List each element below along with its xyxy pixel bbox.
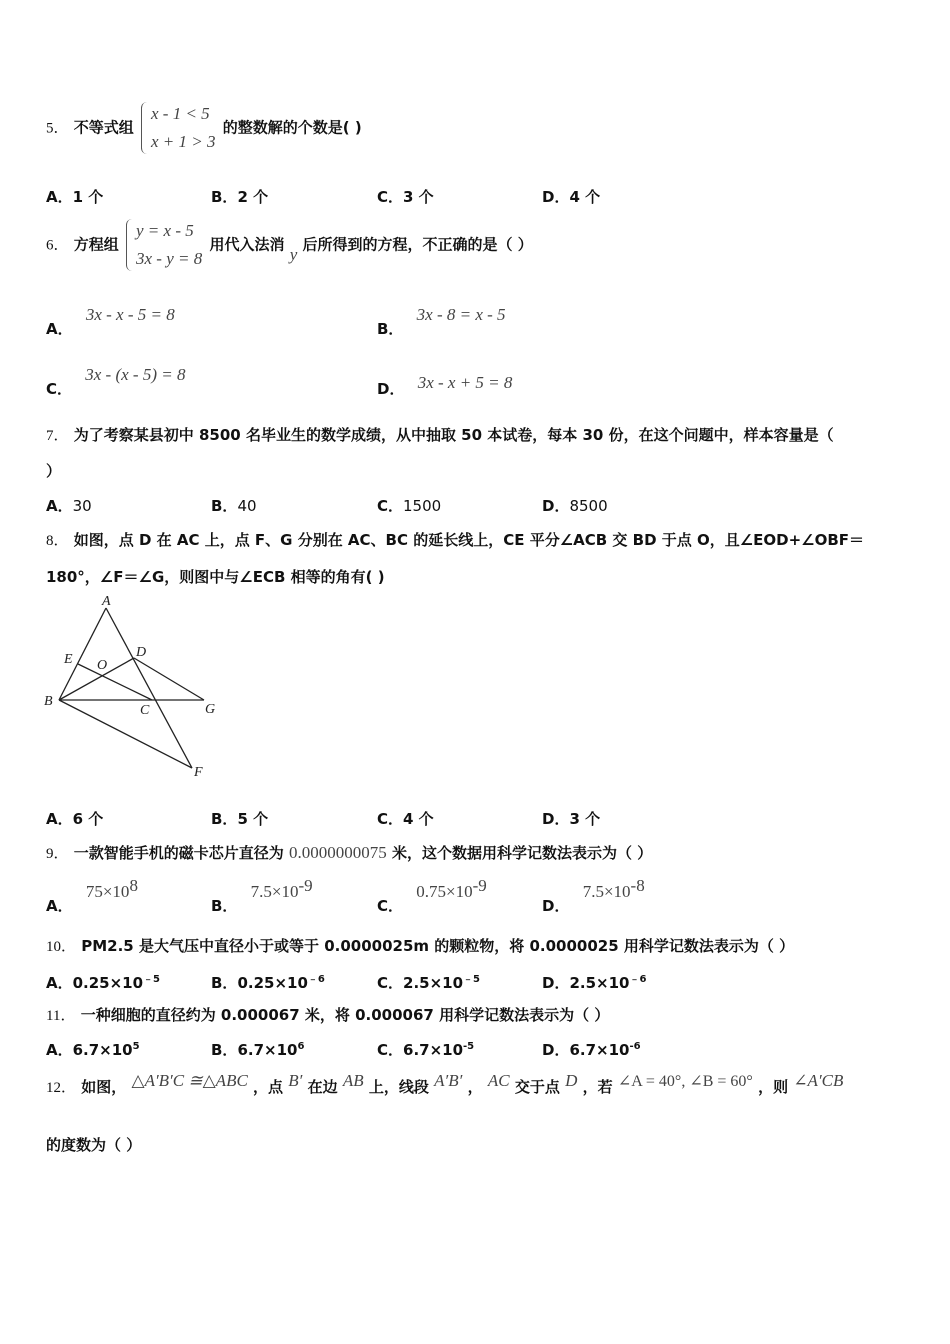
q9-value: 0.0000000075	[289, 843, 387, 862]
q6-equation-system	[126, 217, 202, 273]
q6-option-a[interactable]: A． 3x - x - 5 = 8	[46, 305, 175, 338]
q5-option-a[interactable]: A．1 个	[46, 188, 104, 206]
q12-angles: ∠A = 40°, ∠B = 60°	[617, 1073, 753, 1090]
label-b: B	[44, 694, 53, 709]
q10-text: PM2.5 是大气压中直径小于或等于 0.0000025m 的颗粒物，将 0.0000025 用科学记数法表示为（ ）	[81, 937, 795, 955]
label-a: A	[102, 594, 111, 609]
q8-option-c[interactable]: C．4 个	[377, 810, 434, 828]
q7-option-a[interactable]: A．30	[46, 497, 92, 515]
q12-number: 12．	[46, 1080, 77, 1096]
q6-eq1: y = x - 5	[136, 221, 194, 240]
q7-number: 7．	[46, 428, 69, 444]
segment-af	[106, 608, 192, 768]
q6-option-c[interactable]: C． 3x - (x - 5) = 8	[46, 365, 186, 398]
q9-option-d[interactable]: D． $7.5\times 10^{-8}$	[542, 876, 645, 915]
q11-number: 11．	[46, 1008, 76, 1024]
q9-prefix: 一款智能手机的磁卡芯片直径为	[73, 844, 284, 862]
q11-option-d[interactable]: D．$6.7\times 10^{-6}$	[542, 1041, 641, 1059]
question-5	[46, 100, 362, 156]
label-o: O	[97, 658, 108, 673]
q9-option-b[interactable]: B． $7.5\times 10^{-9}$	[211, 876, 313, 915]
question-9	[46, 842, 652, 863]
q6-suffix: 后所得到的方程，不正确的是（ ）	[302, 235, 533, 254]
q10-option-c[interactable]: C．$2.5\times 10^{﹣5}$	[377, 974, 480, 992]
q11-option-c[interactable]: C．$6.7\times 10^{-5}$	[377, 1041, 475, 1059]
q8-geometry-figure	[42, 590, 232, 785]
q6-option-b[interactable]: B． 3x - 8 = x - 5	[377, 305, 506, 338]
q7-text: 为了考察某县初中 8500 名毕业生的数学成绩，从中抽取 50 本试卷，每本 30 份，在这个问题中，样本容量是（	[73, 426, 834, 444]
question-7	[46, 424, 834, 445]
q8-text: 如图，点 D 在 AC 上，点 F、G 分别在 AC、BC 的延长线上，CE 平分∠ACB 交 BD 于点 O，且∠EOD+∠OBF＝	[73, 531, 865, 549]
q10-number: 10．	[46, 939, 77, 955]
label-f: F	[194, 765, 203, 780]
q9-suffix: 米，这个数据用科学记数法表示为（ ）	[391, 844, 653, 862]
question-10	[46, 935, 794, 956]
label-g: G	[205, 702, 216, 717]
q9-option-c[interactable]: C． $0.75\times 10^{-9}$	[377, 876, 487, 915]
q7-option-d[interactable]: D．8500	[542, 497, 608, 515]
q6-y: y	[289, 244, 298, 264]
q8-option-d[interactable]: D．3 个	[542, 810, 601, 828]
q11-option-a[interactable]: A．$6.7\times 10^5$	[46, 1041, 140, 1059]
q5-option-c[interactable]: C．3 个	[377, 188, 434, 206]
q12-congruence: △A′B′C ≅△ABC	[131, 1071, 248, 1090]
q12-continuation: 的度数为（ ）	[46, 1136, 142, 1154]
segment-ec	[78, 664, 152, 700]
label-c: C	[140, 703, 150, 718]
q6-prefix: 方程组	[73, 235, 119, 254]
q10-option-d[interactable]: D．$2.5\times 10^{﹣6}$	[542, 974, 647, 992]
q6-eq2: 3x - y = 8	[136, 249, 203, 268]
q5-suffix: 的整数解的个数是( )	[222, 118, 362, 137]
q5-option-b[interactable]: B．2 个	[211, 188, 269, 206]
q11-option-b[interactable]: B．$6.7\times 10^6$	[211, 1041, 305, 1059]
q9-number: 9．	[46, 846, 69, 862]
label-d: D	[136, 645, 147, 660]
question-11	[46, 1004, 609, 1025]
q7-option-b[interactable]: B．40	[211, 497, 257, 515]
q8-continuation: 180°，∠F＝∠G，则图中与∠ECB 相等的角有( )	[46, 568, 385, 586]
q7-option-c[interactable]: C．1500	[377, 497, 442, 515]
question-8	[46, 529, 864, 550]
q8-option-b[interactable]: B．5 个	[211, 810, 269, 828]
q7-continuation: ）	[46, 462, 62, 480]
question-12: 12． 如图， △A′B′C ≅△ABC ，点 B′ 在边 AB 上，线段 A′B′ ， AC 交于点 D ，若 ∠A = 40°, ∠B = 60° ，则 ∠A′CB	[46, 1071, 844, 1096]
q11-text: 一种细胞的直径约为 0.000067 米，将 0.000067 用科学记数法表示为（ ）	[80, 1006, 610, 1024]
q5-eq1: x - 1 < 5	[151, 104, 210, 123]
q10-option-a[interactable]: A．$0.25\times 10^{﹣5}$	[46, 974, 161, 992]
q9-option-a[interactable]: A． $75\times 10^8$	[46, 876, 138, 915]
q8-option-a[interactable]: A．6 个	[46, 810, 104, 828]
q5-inequality-system	[141, 100, 216, 156]
q5-prefix: 不等式组	[73, 118, 134, 137]
segment-bf	[59, 700, 192, 768]
q5-number: 5．	[46, 120, 69, 137]
q5-option-d[interactable]: D．4 个	[542, 188, 601, 206]
q10-option-b[interactable]: B．$0.25\times 10^{﹣6}$	[211, 974, 325, 992]
q6-mid: 用代入法消	[209, 235, 285, 254]
question-6	[46, 217, 533, 273]
label-e: E	[64, 652, 73, 667]
q8-number: 8．	[46, 533, 69, 549]
q6-number: 6．	[46, 237, 69, 254]
q5-eq2: x + 1 > 3	[151, 132, 216, 151]
q6-option-d[interactable]: D． 3x - x + 5 = 8	[377, 373, 513, 398]
